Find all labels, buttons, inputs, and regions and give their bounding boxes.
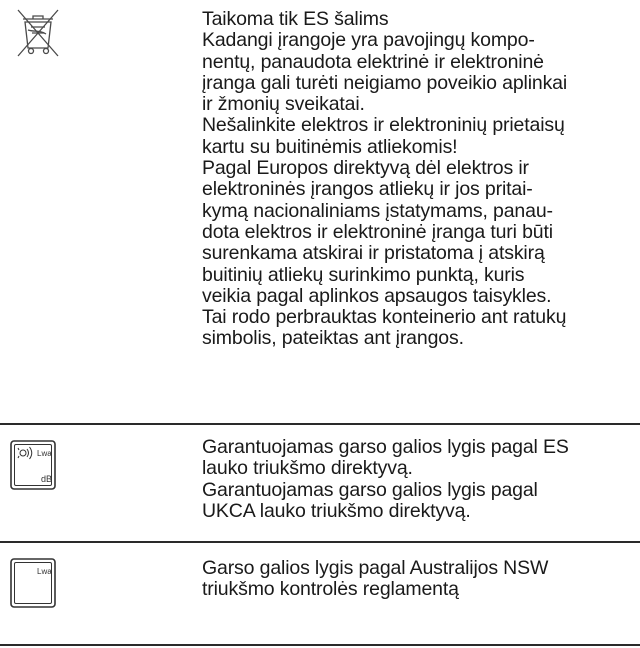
paragraph-line: surenkama atskirai ir pristatoma į atskirą xyxy=(202,242,545,265)
paragraph-line: Garantuojamas garso galios lygis pagal ES xyxy=(202,436,569,458)
icon-cell xyxy=(0,0,190,420)
paragraph-line: Garso galios lygis pagal Australijos NSW xyxy=(202,557,549,579)
paragraph-line: kartu su buitinėmis atliekomis! xyxy=(202,135,458,158)
paragraph-line: kymą nacionaliniams įstatymams, panau- xyxy=(202,199,553,222)
row-divider xyxy=(0,541,640,543)
paragraph-line: Kadangi įrangoje yra pavojingų kompo- xyxy=(202,29,535,52)
row-divider xyxy=(0,644,640,646)
paragraph-line: buitinių atliekų surinkimo punktą, kuris xyxy=(202,263,525,286)
paragraph-line: Pagal Europos direktyvą dėl elektros ir xyxy=(202,157,529,180)
paragraph-line: triukšmo kontrolės reglamentą xyxy=(202,578,459,601)
icon-cell xyxy=(0,426,190,538)
text-cell xyxy=(202,9,638,350)
paragraph-line: simbolis, pateiktas ant įrangos. xyxy=(202,327,464,350)
table-row-nsw-sound-level xyxy=(0,546,640,646)
table-row-guaranteed-sound-level xyxy=(0,426,640,538)
icon-cell xyxy=(0,546,190,646)
paragraph-line: nentų, panaudota elektrinė ir elektroninė xyxy=(202,50,544,73)
db-label: dB xyxy=(41,474,53,484)
paragraph-line: dota elektros ir elektroninė įranga turi būti xyxy=(202,220,553,243)
paragraph-line: UKCA lauko triukšmo direktyvą. xyxy=(202,499,471,522)
paragraph-line: ir žmonių sveikatai. xyxy=(202,93,365,116)
paragraph-line: lauko triukšmo direktyvą. xyxy=(202,457,413,480)
paragraph-line: veikia pagal aplinkos apsaugos taisykles. xyxy=(202,284,552,307)
paragraph-line: elektroninės įrangos atliekų ir jos pritai- xyxy=(202,178,533,201)
paragraph-line: įranga gali turėti neigiamo poveikio aplinkai xyxy=(202,71,568,94)
text-cell xyxy=(202,558,638,601)
guaranteed-sound-power-level-icon xyxy=(10,440,56,490)
lwa-label: Lwa xyxy=(37,567,52,576)
crossed-out-wheelie-bin-icon xyxy=(16,8,60,58)
paragraph-line: Taikoma tik ES šalims xyxy=(202,8,389,30)
paragraph-line: Nešalinkite elektros ir elektroninių prietaisų xyxy=(202,114,565,137)
sound-power-level-icon xyxy=(10,558,56,608)
text-cell xyxy=(202,437,638,522)
paragraph-line: Garantuojamas garso galios lygis pagal xyxy=(202,478,538,501)
paragraph-line: Tai rodo perbrauktas konteinerio ant ratukų xyxy=(202,306,567,329)
row-divider xyxy=(0,423,640,425)
lwa-label: Lwa xyxy=(37,449,52,458)
